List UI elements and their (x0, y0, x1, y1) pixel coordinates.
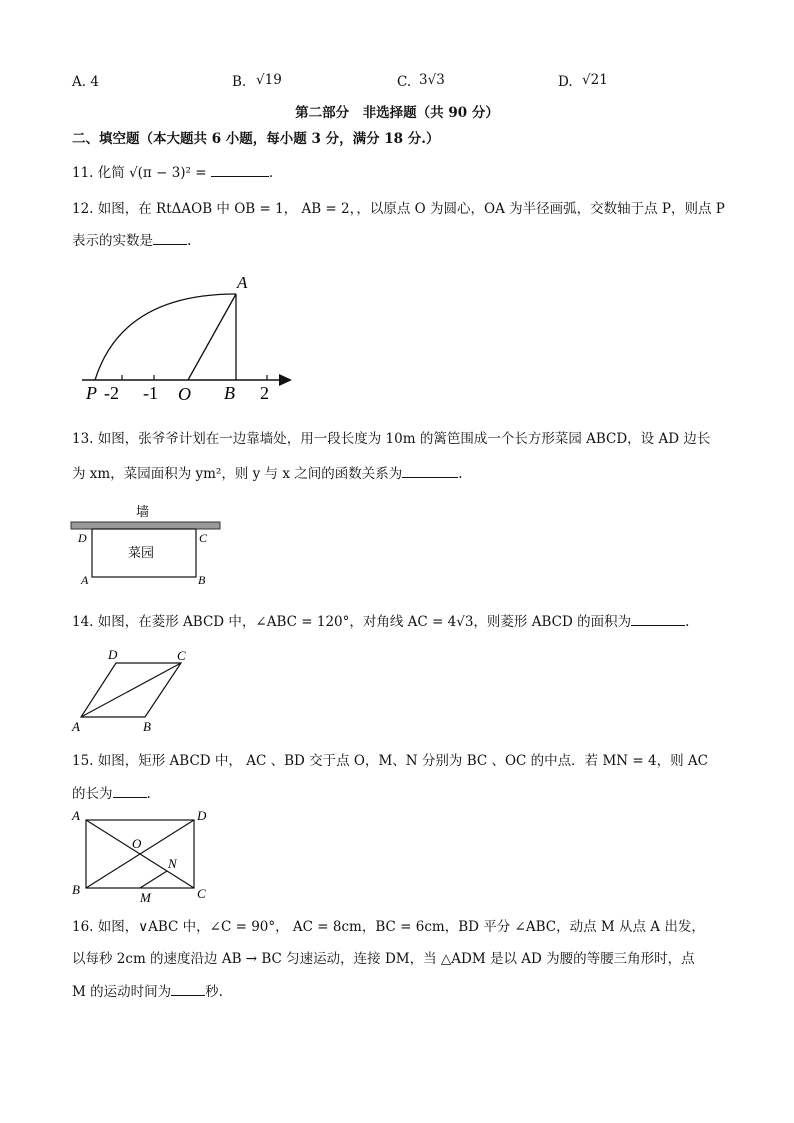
label-d: D (78, 531, 87, 545)
label-d: D (108, 647, 118, 662)
label-c: C (197, 886, 206, 901)
question-12-line2 (72, 231, 191, 250)
segment-oa (188, 294, 236, 380)
q13-figure (70, 500, 230, 590)
q11-text: 11. 化简 (72, 165, 125, 181)
q14-figure (70, 645, 200, 735)
question-11 (72, 163, 273, 182)
option-d-value: √21 (582, 72, 608, 88)
q15-answer-blank[interactable] (113, 784, 147, 798)
wall (71, 522, 220, 529)
q14-end: . (685, 614, 690, 630)
label-c: C (177, 648, 186, 663)
q16-answer-blank[interactable] (171, 982, 205, 996)
label-b: B (143, 719, 151, 734)
q11-equals: = (195, 165, 207, 181)
label-a: A (81, 573, 89, 587)
axis-arrow-icon (279, 374, 292, 386)
label-n: N (168, 856, 177, 871)
q16-end: 秒. (205, 984, 223, 1000)
question-16-line3 (72, 982, 223, 1001)
option-b-value: √19 (256, 72, 282, 88)
label-p: P (86, 383, 97, 403)
q12-answer-blank[interactable] (153, 231, 187, 245)
arc-oa (95, 294, 236, 380)
label-minus-1: -1 (143, 383, 158, 403)
section-header: 二、填空题（本大题共 6 小题，每小题 3 分，满分 18 分.） (72, 131, 440, 147)
diagonal-ac (81, 663, 181, 717)
q12-end: . (187, 233, 192, 249)
label-a: A (237, 273, 248, 292)
option-d-letter: D. (558, 74, 573, 90)
label-wall: 墙 (136, 504, 150, 519)
part-header: 第二部分 非选择题（共 90 分） (295, 105, 499, 121)
question-16-line1: 16. 如图，∨ABC 中，∠C = 90°， AC = 8cm，BC = 6cm，BD 平分 ∠ABC，动点 M 从点 A 出发， (72, 919, 705, 935)
label-garden: 菜园 (128, 545, 155, 560)
q11-end: . (268, 165, 274, 181)
label-c: C (199, 531, 208, 545)
label-minus-2: -2 (104, 383, 119, 403)
question-14-line1 (72, 612, 689, 631)
segment-mn (140, 871, 167, 888)
q14-answer-blank[interactable] (631, 612, 685, 626)
label-m: M (140, 890, 151, 902)
label-b: B (72, 882, 80, 897)
option-c-value: 3√3 (419, 72, 445, 88)
q11-expression: √(π − 3)² (129, 165, 191, 181)
label-b: B (198, 573, 206, 587)
option-b-letter: B. (232, 74, 247, 90)
label-d: D (197, 808, 207, 823)
question-15-line1: 15. 如图，矩形 ABCD 中， AC 、BD 交于点 O，M、N 分别为 BC 、OC 的中点．若 MN = 4，则 AC (72, 753, 708, 769)
q13-line2-text: 为 xm，菜园面积为 ym²，则 y 与 x 之间的函数关系为 (72, 466, 403, 482)
q12-line2-text: 表示的实数是 (72, 233, 153, 249)
q14-line1-text: 14. 如图，在菱形 ABCD 中，∠ABC = 120°，对角线 AC = 4√3，则菱形 ABCD 的面积为 (72, 614, 632, 630)
q11-answer-blank[interactable] (211, 163, 269, 177)
option-a: A. 4 (72, 74, 99, 90)
q16-line3-text: M 的运动时间为 (72, 984, 172, 1000)
label-a: A (72, 719, 80, 734)
question-16-line2: 以每秒 2cm 的速度沿边 AB → BC 匀速运动，连接 DM，当 △ADM 是以 AD 为腰的等腰三角形时，点 (72, 951, 695, 967)
question-13-line2 (72, 464, 463, 483)
question-12-line1: 12. 如图，在 RtΔAOB 中 OB = 1， AB = 2，，以原点 O 为圆心，OA 为半径画弧，交数轴于点 P，则点 P (72, 201, 725, 217)
q12-figure (74, 268, 304, 410)
label-b: B (224, 383, 235, 403)
label-o: O (132, 836, 142, 851)
q15-line2-text: 的长为 (72, 786, 113, 802)
q15-end: . (146, 786, 151, 802)
question-15-line2 (72, 784, 151, 803)
label-o: O (178, 384, 191, 404)
option-c-letter: C. (397, 74, 412, 90)
label-a: A (72, 808, 80, 823)
question-13-line1: 13. 如图，张爷爷计划在一边靠墙处，用一段长度为 10m 的篱笆围成一个长方形菜园 ABCD，设 AD 边长 (72, 431, 711, 447)
q13-answer-blank[interactable] (402, 464, 458, 478)
q15-figure (70, 806, 215, 902)
label-2: 2 (260, 383, 269, 403)
q13-end: . (458, 466, 463, 482)
